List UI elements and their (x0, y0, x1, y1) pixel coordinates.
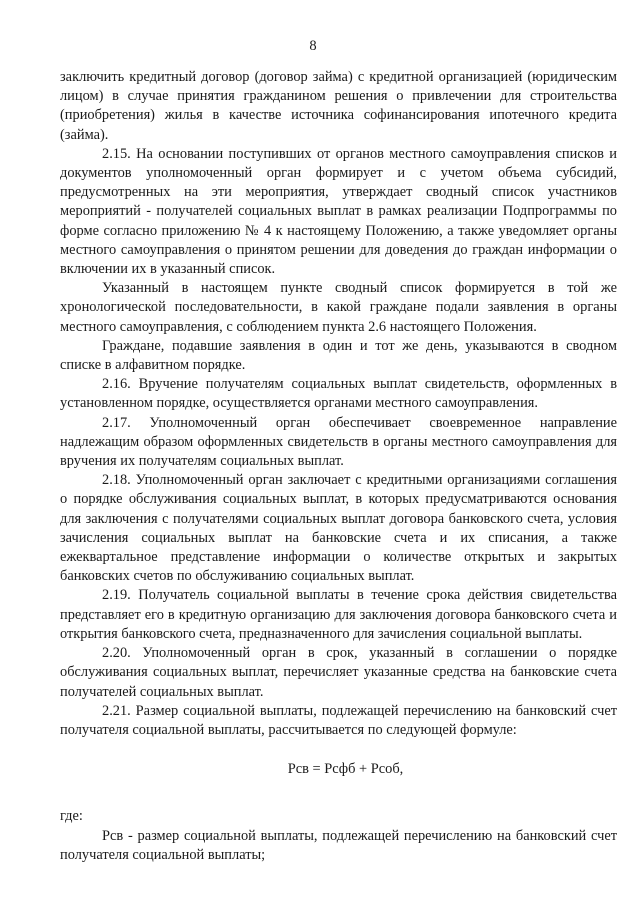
paragraph-continuation: заключить кредитный договор (договор займа) с кредитной организацией (юридическим лицом) в случае принятия гражданином решения о привлечении для строительства (приобретения) жилья в качестве источника софинансирования ипотечного кредита (займа). (60, 69, 617, 143)
paragraph-2-19: 2.19. Получатель социальной выплаты в течение срока действия свидетельства представляет его в кредитную организацию для заключения договора банковского счета и открытия банковского счета, предназначенного для зачисления социальной выплаты. (60, 587, 617, 642)
paragraph-2-16: 2.16. Вручение получателям социальных выплат свидетельств, оформленных в установленном порядке, осуществляется органами местного самоуправления. (60, 376, 617, 412)
paragraph-2-18: 2.18. Уполномоченный орган заключает с кредитными организациями соглашения о порядке обслуживания социальных выплат, в которых предусматриваются основания для заключения с получателями социальных выплат договора банковского счета, условия зачисления социальных выплат на банковские счета и их списания, а также ежеквартальное представление информации о количестве открытых и закрытых банковских счетов по обслуживанию социальных выплат. (60, 472, 617, 585)
paragraph-2-21: 2.21. Размер социальной выплаты, подлежащей перечислению на банковский счет получателя социальной выплаты, рассчитывается по следующей формуле: (60, 702, 617, 738)
paragraph-2-15: 2.15. На основании поступивших от органов местного самоуправления списков и документов уполномоченный орган формирует и с учетом объема субсидий, предусмотренных на эти мероприятия, утверждает сводный список участников мероприятий - получателей социальных выплат в рамках реализации Подпрограммы по форме согласно приложению № 4 к настоящему Положению, а также уведомляет органы местного самоуправления о принятом решении для доведения до граждан информации о включении их в указанный список. (60, 145, 617, 278)
page-number: 8 (309, 38, 317, 54)
paragraph-same-day: Граждане, подавшие заявления в один и тот же день, указываются в сводном списке в алфавитном порядке. (60, 337, 617, 374)
document-body (60, 68, 617, 865)
paragraph-summary-list: Указанный в настоящем пункте сводный список формируется в той же хронологической последовательности, в какой граждане подали заявления в органы местного самоуправления, с соблюдением пункта 2.6 настоящего Положения. (60, 280, 617, 335)
paragraph-2-20: 2.20. Уполномоченный орган в срок, указанный в соглашении о порядке обслуживания социальных выплат, перечисляет указанные средства на банковские счета получателей социальных выплат. (60, 645, 617, 700)
formula: Рсв = Рсфб + Рсоб, (287, 761, 404, 778)
paragraph-2-17: 2.17. Уполномоченный орган обеспечивает своевременное направление надлежащим образом оформленных свидетельств в органы местного самоуправления для вручения их получателям социальных выплат. (60, 414, 617, 470)
definition-rsv: Рсв - размер социальной выплаты, подлежащей перечислению на банковский счет получателя социальной выплаты; (60, 827, 617, 863)
where-label: где: (60, 808, 83, 825)
